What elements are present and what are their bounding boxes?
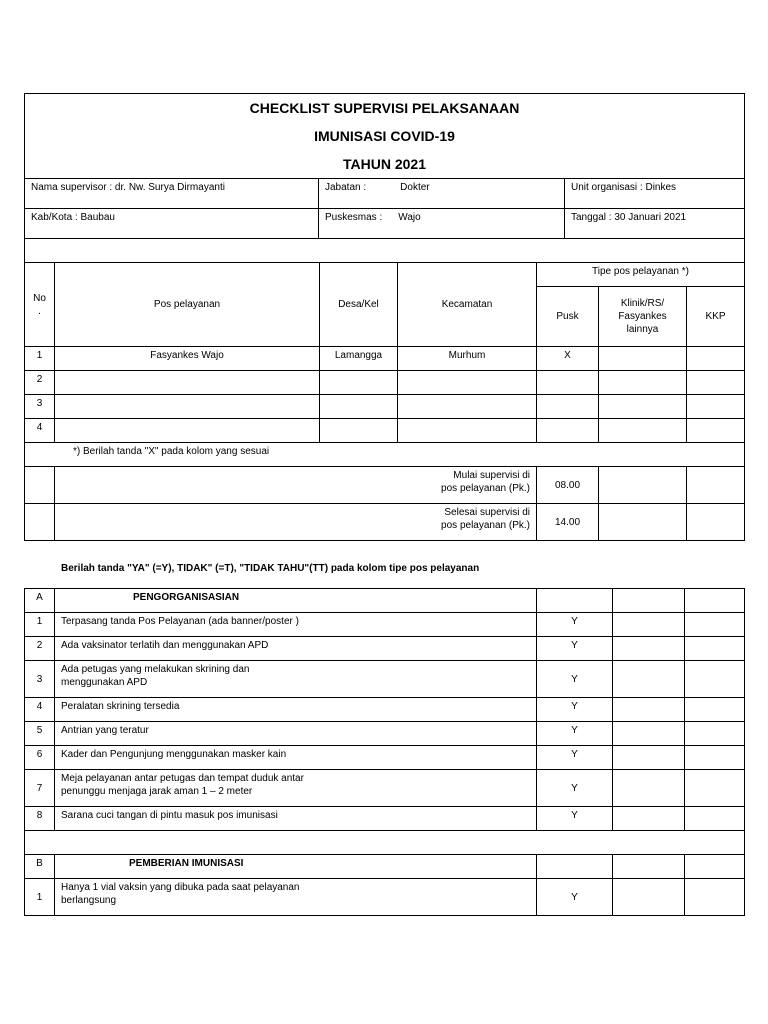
row-pusk xyxy=(537,371,599,395)
instruction-block xyxy=(24,541,744,588)
puskesmas-label: Puskesmas : xyxy=(325,212,383,223)
item-col2 xyxy=(613,770,685,807)
row-kkp xyxy=(687,395,745,419)
section-b-col3 xyxy=(685,855,745,879)
table-row xyxy=(25,395,745,419)
mulai-label: Mulai supervisi di pos pelayanan (Pk.) xyxy=(55,467,537,504)
section-a-table xyxy=(24,588,745,916)
row-klinik xyxy=(599,419,687,443)
title-line-1: CHECKLIST SUPERVISI PELAKSANAAN xyxy=(249,100,520,116)
item-col2 xyxy=(613,746,685,770)
section-a-title: PENGORGANISASIAN xyxy=(55,589,537,613)
item-no: 4 xyxy=(25,698,55,722)
table-row xyxy=(25,807,745,831)
spacer-row xyxy=(25,831,745,855)
row-desa xyxy=(320,395,398,419)
section-b-col1 xyxy=(537,855,613,879)
row-pos xyxy=(55,395,320,419)
item-col3 xyxy=(685,637,745,661)
puskesmas-value: Wajo xyxy=(398,212,421,223)
item-col3 xyxy=(685,879,745,916)
selesai-klinik xyxy=(599,504,687,541)
row-kec xyxy=(398,395,537,419)
table-row xyxy=(25,722,745,746)
table-row xyxy=(25,746,745,770)
table-row xyxy=(25,613,745,637)
selesai-blank xyxy=(25,504,55,541)
row-kec: Murhum xyxy=(398,347,537,371)
table-row xyxy=(25,698,745,722)
item-no: 1 xyxy=(25,879,55,916)
item-col2 xyxy=(613,879,685,916)
unit-organisasi: Unit organisasi : Dinkes xyxy=(565,179,745,209)
table-row xyxy=(25,347,745,371)
row-kec xyxy=(398,371,537,395)
item-text: Hanya 1 vial vaksin yang dibuka pada saat pelayanan berlangsung xyxy=(55,879,537,916)
title-line-3: TAHUN 2021 xyxy=(343,156,426,172)
item-no: 8 xyxy=(25,807,55,831)
item-col2 xyxy=(613,698,685,722)
item-value: Y xyxy=(537,661,613,698)
row-klinik xyxy=(599,371,687,395)
col-klinik-header: Klinik/RS/ Fasyankes lainnya xyxy=(599,287,687,347)
row-pusk: X xyxy=(537,347,599,371)
table-row xyxy=(25,419,745,443)
row-desa xyxy=(320,371,398,395)
checklist-form xyxy=(24,93,744,916)
pos-table xyxy=(24,262,745,541)
section-b-code: B xyxy=(25,855,55,879)
item-col3 xyxy=(685,770,745,807)
row-kkp xyxy=(687,347,745,371)
item-no: 3 xyxy=(25,661,55,698)
jabatan-value: Dokter xyxy=(400,182,430,193)
row-pos: Fasyankes Wajo xyxy=(55,347,320,371)
row-no: 3 xyxy=(25,395,55,419)
col-pusk-header: Pusk xyxy=(537,287,599,347)
table-row xyxy=(25,879,745,916)
item-no: 7 xyxy=(25,770,55,807)
item-value: Y xyxy=(537,746,613,770)
mulai-kkp xyxy=(687,467,745,504)
item-text: Sarana cuci tangan di pintu masuk pos imunisasi xyxy=(55,807,537,831)
item-text: Terpasang tanda Pos Pelayanan (ada banner/poster ) xyxy=(55,613,537,637)
selesai-label: Selesai supervisi di pos pelayanan (Pk.) xyxy=(55,504,537,541)
col-no-label: No xyxy=(33,292,46,304)
section-b-col2 xyxy=(613,855,685,879)
section-b-title: PEMBERIAN IMUNISASI xyxy=(55,855,537,879)
supervisor-name: Nama supervisor : dr. Nw. Surya Dirmayanti xyxy=(25,179,319,209)
section-a-col3 xyxy=(685,589,745,613)
jabatan-label: Jabatan : xyxy=(325,182,367,193)
item-no: 1 xyxy=(25,613,55,637)
row-klinik xyxy=(599,395,687,419)
item-col3 xyxy=(685,698,745,722)
table-row xyxy=(25,637,745,661)
mulai-klinik xyxy=(599,467,687,504)
mulai-blank xyxy=(25,467,55,504)
item-text: Meja pelayanan antar petugas dan tempat duduk antar penunggu menjaga jarak aman 1 – 2 meter xyxy=(55,770,537,807)
item-value: Y xyxy=(537,637,613,661)
row-pusk xyxy=(537,395,599,419)
selesai-kkp xyxy=(687,504,745,541)
row-pos xyxy=(55,419,320,443)
table-row xyxy=(25,371,745,395)
item-text: Antrian yang teratur xyxy=(55,722,537,746)
item-col2 xyxy=(613,722,685,746)
section-a-col1 xyxy=(537,589,613,613)
item-value: Y xyxy=(537,722,613,746)
item-col3 xyxy=(685,746,745,770)
col-no-header xyxy=(25,263,55,347)
row-desa xyxy=(320,419,398,443)
row-no: 1 xyxy=(25,347,55,371)
table-row xyxy=(25,661,745,698)
selesai-value: 14.00 xyxy=(537,504,599,541)
item-col3 xyxy=(685,722,745,746)
col-pos-header: Pos pelayanan xyxy=(55,263,320,347)
puskesmas-cell xyxy=(319,209,565,239)
kab-kota: Kab/Kota : Baubau xyxy=(25,209,319,239)
col-no-dot: . xyxy=(38,305,41,317)
mulai-value: 08.00 xyxy=(537,467,599,504)
item-col3 xyxy=(685,661,745,698)
col-kec-header: Kecamatan xyxy=(398,263,537,347)
col-desa-header: Desa/Kel xyxy=(320,263,398,347)
item-no: 5 xyxy=(25,722,55,746)
item-text: Kader dan Pengunjung menggunakan masker kain xyxy=(55,746,537,770)
table-row xyxy=(25,770,745,807)
row-desa: Lamangga xyxy=(320,347,398,371)
item-col3 xyxy=(685,613,745,637)
row-no: 4 xyxy=(25,419,55,443)
item-text: Ada petugas yang melakukan skrining dan menggunakan APD xyxy=(55,661,537,698)
item-text: Peralatan skrining tersedia xyxy=(55,698,537,722)
item-value: Y xyxy=(537,613,613,637)
title-line-2: IMUNISASI COVID-19 xyxy=(314,128,455,144)
item-col2 xyxy=(613,613,685,637)
item-value: Y xyxy=(537,698,613,722)
item-no: 2 xyxy=(25,637,55,661)
item-col2 xyxy=(613,637,685,661)
row-kkp xyxy=(687,371,745,395)
item-value: Y xyxy=(537,807,613,831)
pos-note: *) Berilah tanda "X" pada kolom yang sesuai xyxy=(25,443,745,467)
col-kkp-header: KKP xyxy=(687,287,745,347)
item-col3 xyxy=(685,807,745,831)
item-col2 xyxy=(613,807,685,831)
row-no: 2 xyxy=(25,371,55,395)
header-table xyxy=(24,93,745,263)
row-pusk xyxy=(537,419,599,443)
section-a-col2 xyxy=(613,589,685,613)
title-block xyxy=(25,94,745,179)
row-klinik xyxy=(599,347,687,371)
col-tipe-header: Tipe pos pelayanan *) xyxy=(537,263,745,287)
row-kec xyxy=(398,419,537,443)
row-pos xyxy=(55,371,320,395)
row-kkp xyxy=(687,419,745,443)
item-value: Y xyxy=(537,770,613,807)
jabatan-cell xyxy=(319,179,565,209)
item-value: Y xyxy=(537,879,613,916)
item-col2 xyxy=(613,661,685,698)
spacer-row xyxy=(25,239,745,263)
section-a-code: A xyxy=(25,589,55,613)
instruction-text: Berilah tanda "YA" (=Y), TIDAK" (=T), "TIDAK TAHU"(TT) pada kolom tipe pos pelayanan xyxy=(61,563,480,574)
item-no: 6 xyxy=(25,746,55,770)
tanggal: Tanggal : 30 Januari 2021 xyxy=(565,209,745,239)
item-text: Ada vaksinator terlatih dan menggunakan APD xyxy=(55,637,537,661)
